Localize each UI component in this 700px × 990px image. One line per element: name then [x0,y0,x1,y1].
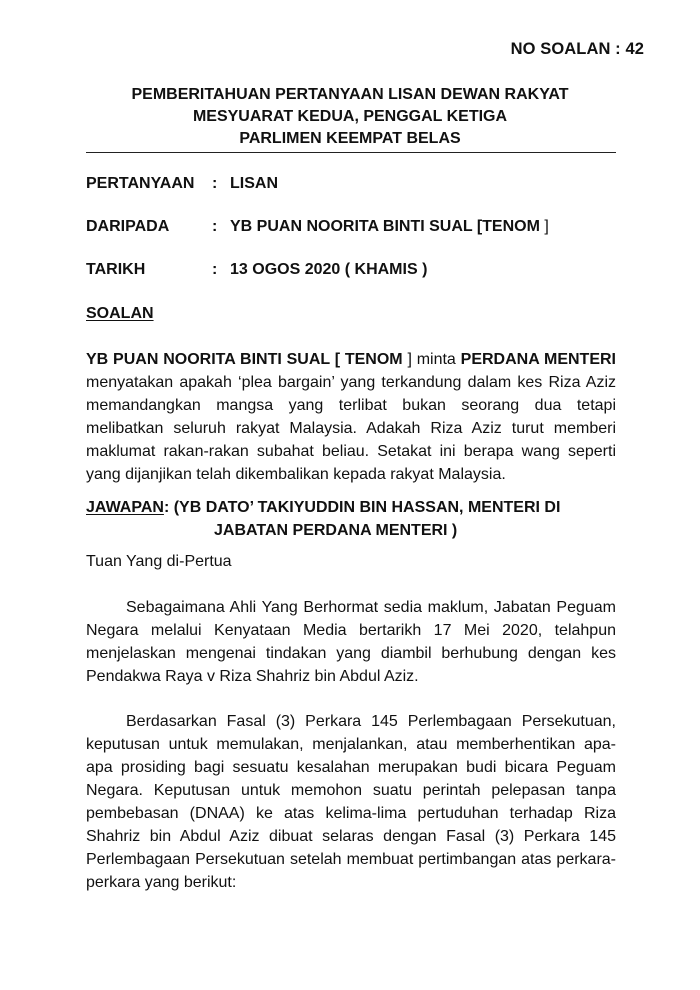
jawapan-line-1: : (YB DATO’ TAKIYUDDIN BIN HASSAN, MENTERI DI [163,499,561,516]
daripada-colon: : [212,218,218,235]
tarikh-label: TARIKH [86,261,146,278]
answer-paragraph-1: Sebagaimana Ahli Yang Berhormat sedia maklum, Jabatan Peguam Negara melalui Kenyataan Media bertarikh 17 Mei 2020, telahpun menjelaskan mengenai tindakan yang diambil berhubung dengan kes Pendakwa Raya v Riza Shahriz bin Abdul Aziz. [86,599,616,685]
jawapan-line-2: JABATAN PERDANA MENTERI ) [214,522,458,539]
answer-paragraph-2: Berdasarkan Fasal (3) Perkara 145 Perlembagaan Persekutuan, keputusan untuk memulakan, menjalankan, atau memberhentikan apa-apa prosiding bagi sesuatu kesalahan merupakan budi bicara Peguam Negara. Keputusan untuk memohon suatu perintah pelepasan tanpa pembebasan (DNAA) ke atas kelima-lima pertuduhan terhadap Riza Shahriz bin Abdul Aziz dibuat selaras dengan Fasal (3) Perkara 145 Perlembagaan Persekutuan setelah membuat pertimbangan atas perkara-perkara yang berikut: [86,713,616,891]
question-number: NO SOALAN : 42 [510,40,644,58]
asker-bracket: ] minta [407,351,461,368]
daripada-value: YB PUAN NOORITA BINTI SUAL [TENOM [230,218,545,235]
soalan-heading: SOALAN [86,305,154,322]
pertanyaan-colon: : [212,175,218,192]
meta-tarikh [86,261,427,279]
tarikh-value: 13 OGOS 2020 ( KHAMIS ) [230,261,428,278]
daripada-label: DARIPADA [86,218,170,235]
heading-line-1: PEMBERITAHUAN PERTANYAAN LISAN DEWAN RAKYAT [131,86,569,103]
pertanyaan-value: LISAN [230,175,278,192]
jawapan-label: JAWAPAN [86,499,164,516]
meta-daripada [86,218,549,236]
greeting: Tuan Yang di-Pertua [86,553,232,570]
asker-name: YB PUAN NOORITA BINTI SUAL [ TENOM [86,351,408,368]
question-body: menyatakan apakah ‘plea bargain’ yang terkandung dalam kes Riza Aziz memandangkan mangsa yang terlibat bukan seorang dua tetapi melibatkan seluruh rakyat Malaysia. Adakah Riza Aziz turut memberi maklumat rakan-rakan subahat beliau. Setakat ini berapa wang seperti yang dijanjikan telah dikembalikan kepada rakyat Malaysia. [86,374,616,483]
jawapan-block [86,496,616,542]
daripada-bracket: ] [544,218,549,235]
addressee: PERDANA MENTERI [460,351,616,368]
meta-pertanyaan [86,175,278,193]
question-text [86,348,616,486]
heading-line-3: PARLIMEN KEEMPAT BELAS [239,130,461,147]
heading-divider [86,152,616,153]
heading-line-2: MESYUARAT KEDUA, PENGGAL KETIGA [192,108,508,125]
tarikh-colon: : [212,261,218,278]
document-heading [86,84,614,150]
pertanyaan-label: PERTANYAAN [86,175,195,192]
